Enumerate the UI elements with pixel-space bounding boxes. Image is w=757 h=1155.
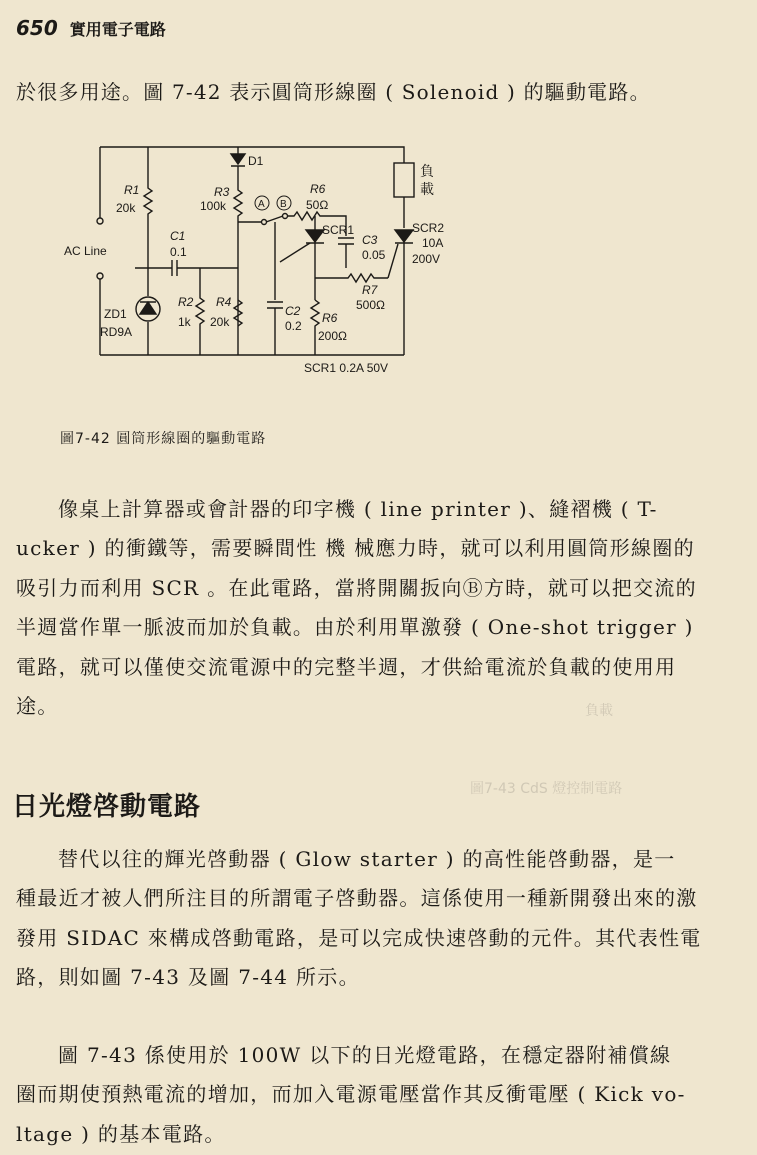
scr2-current: 10A (422, 236, 444, 250)
r1-label: R1 (124, 183, 140, 197)
zd1-symbol (140, 302, 156, 314)
c3-value: 0.05 (362, 248, 386, 262)
c2-capacitor (267, 302, 283, 355)
d1-label: D1 (248, 154, 264, 168)
scr1-gate (280, 243, 310, 262)
paragraph-2-line: 發用 SIDAC 來構成啓動電路，是可以完成快速啓動的元件。其代表性電 (16, 925, 702, 950)
paragraph-1-line: 吸引力而利用 SCR 。在此電路，當將開關扳向Ⓑ方時，就可以把交流的 (16, 575, 697, 600)
r7-gate-link (388, 244, 398, 278)
intro-line: 於很多用途。圖 7-42 表示圓筒形線圈 ( Solenoid ) 的驅動電路。 (16, 80, 651, 104)
switch-terminal-b (283, 214, 288, 219)
ac-terminal-top (97, 218, 103, 224)
r1-value: 20k (116, 201, 136, 215)
bleed-through-load-label: 負載 (585, 703, 613, 719)
c1-label: C1 (170, 229, 186, 243)
book-title: 實用電子電路 (69, 20, 166, 39)
r4-label: R4 (216, 295, 232, 309)
scr1-rating-note: SCR1 0.2A 50V (304, 361, 389, 375)
scr2-symbol (395, 230, 413, 243)
page-number: 650 (16, 16, 58, 40)
switch-terminal-a (262, 220, 267, 225)
ac-terminal-bottom (97, 273, 103, 279)
r2-value: 1k (178, 315, 191, 329)
r2-resistor (196, 268, 204, 355)
r6-bottom-value: 200Ω (318, 329, 347, 343)
r7-resistor (315, 274, 388, 282)
figure-caption: 圖7-42 圓筒形線圈的驅動電路 (60, 431, 267, 447)
r6-bottom-resistor (311, 300, 319, 355)
d1-diode (231, 154, 245, 166)
zd1-label: ZD1 (104, 307, 127, 321)
paragraph-3 (16, 1036, 742, 1154)
scr2-voltage: 200V (412, 252, 441, 266)
r1-resistor (144, 147, 152, 268)
r6-top-value: 50Ω (306, 198, 329, 212)
r4-value: 20k (210, 315, 230, 329)
zd1-value: RD9A (100, 325, 133, 339)
r3-label: R3 (214, 185, 230, 199)
load-label-2: 載 (420, 181, 434, 197)
c2-value: 0.2 (285, 319, 302, 333)
scr1-label: SCR1 (322, 223, 355, 237)
paragraph-1-line: ucker ) 的衝鐵等，需要瞬間性 機 械應力時，就可以利用圓筒形線圈的 (16, 536, 695, 561)
r3-resistor (234, 166, 242, 355)
r6-top-label: R6 (310, 182, 326, 196)
paragraph-1-line: 像桌上計算器或會計器的印字機 ( line printer )、縫褶機 ( T- (58, 497, 658, 521)
paragraph-2-line: 替代以往的輝光啓動器 ( Glow starter ) 的高性能啓動器，是一 (58, 847, 676, 871)
load-label-1: 負 (420, 163, 434, 179)
paragraph-1 (16, 490, 742, 726)
r7-label: R7 (362, 283, 378, 297)
ac-line-label: AC Line (64, 244, 107, 258)
paragraph-3-line: 圖 7-43 係使用於 100W 以下的日光燈電路，在穩定器附補償線 (58, 1043, 672, 1067)
r7-value: 500Ω (356, 298, 385, 312)
r2-label: R2 (178, 295, 194, 309)
paragraph-2-line: 路，則如圖 7-43 及圖 7-44 所示。 (16, 965, 360, 990)
paragraph-1-line: 半週當作單一脈波而加於負載。由於利用單激發 ( One-shot trigger ) (16, 615, 694, 640)
c2-label: C2 (285, 304, 301, 318)
c3-label: C3 (362, 233, 378, 247)
paragraph-2-line: 種最近才被人們所注目的所謂電子啓動器。這係使用一種新開發出來的激 (16, 886, 698, 911)
paragraph-2 (16, 840, 742, 998)
paragraph-1-line: 電路，就可以僅使交流電源中的完整半週，才供給電流於負載的使用用 (16, 654, 677, 679)
solenoid-driver-circuit (0, 0, 757, 420)
r3-value: 100k (200, 199, 227, 213)
paragraph-1-line: 途。 (16, 694, 59, 719)
load-box (394, 163, 414, 197)
bleed-through-caption: 圖7-43 CdS 燈控制電路 (470, 781, 623, 797)
section-title: 日光燈啓動電路 (12, 792, 202, 822)
c1-capacitor (172, 260, 238, 276)
switch-a-label: A (258, 199, 265, 210)
r6-bottom-label: R6 (322, 311, 338, 325)
switch-b-label: B (280, 199, 287, 210)
c1-value: 0.1 (170, 245, 187, 259)
paragraph-3-line: ltage ) 的基本電路。 (16, 1121, 226, 1146)
paragraph-3-line: 圈而期使預熱電流的增加，而加入電源電壓當作其反衝電壓 ( Kick vo- (16, 1082, 686, 1107)
switch-lever (266, 216, 283, 222)
scr2-label: SCR2 (412, 221, 445, 235)
